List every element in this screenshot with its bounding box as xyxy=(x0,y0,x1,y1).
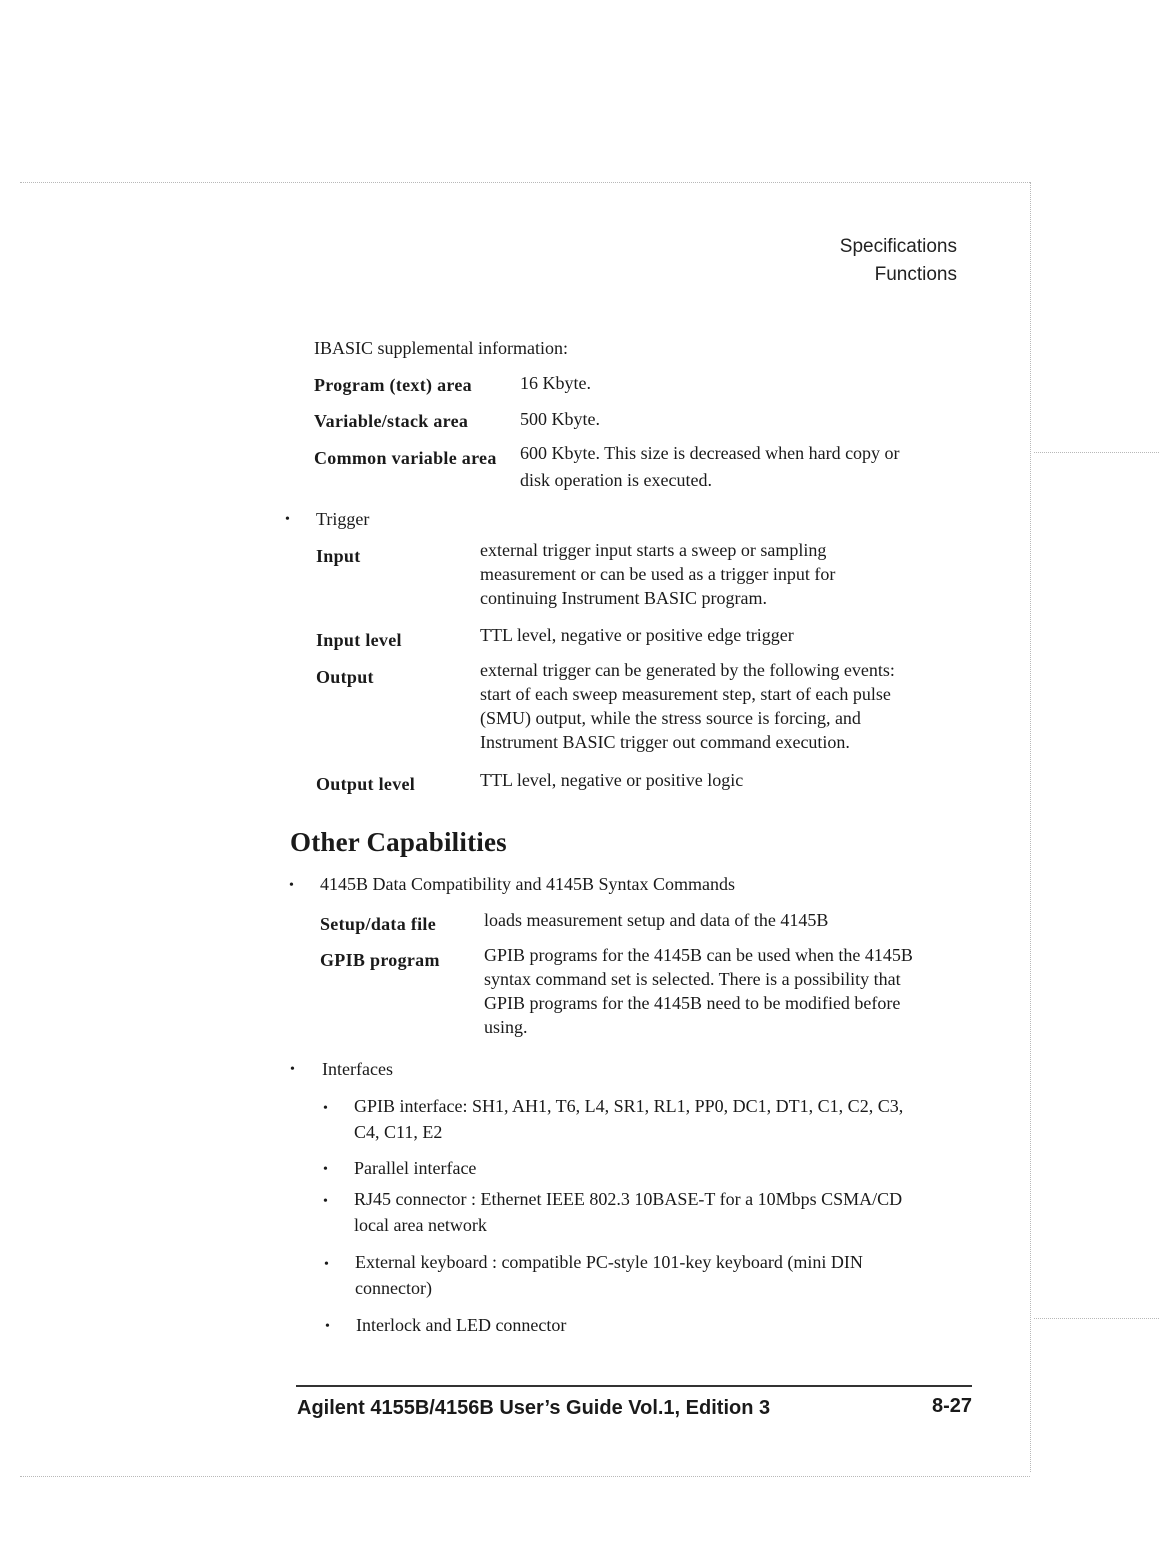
term-variable-stack-area: Variable/stack area xyxy=(314,411,469,431)
list-bullet: • xyxy=(324,1257,329,1272)
footer-title: Agilent 4155B/4156B User’s Guide Vol.1, Edition 3 xyxy=(297,1397,771,1419)
def-output-level xyxy=(480,768,743,792)
def-line: GPIB programs for the 4145B can be used when the 4145B xyxy=(484,945,913,965)
term-output-level: Output level xyxy=(316,774,416,794)
interfaces-heading: Interfaces xyxy=(322,1059,393,1079)
def-line: TTL level, negative or positive edge trigger xyxy=(480,625,794,645)
def-line: TTL level, negative or positive logic xyxy=(480,770,744,790)
scan-mark-right-2 xyxy=(1034,1318,1159,1319)
term-common-variable-area: Common variable area xyxy=(314,448,497,468)
bullet-compat: • xyxy=(289,878,294,893)
item-line: connector) xyxy=(355,1278,432,1298)
section-title-other-capabilities: Other Capabilities xyxy=(290,827,507,857)
item-line: RJ45 connector : Ethernet IEEE 802.3 10BASE-T for a 10Mbps CSMA/CD xyxy=(354,1189,903,1209)
trigger-heading: Trigger xyxy=(316,509,370,529)
term-input-level: Input level xyxy=(316,630,402,650)
def-input-level xyxy=(480,623,794,647)
term-gpib-program: GPIB program xyxy=(320,950,440,970)
list-bullet: • xyxy=(323,1101,328,1116)
bullet-interfaces: • xyxy=(290,1062,295,1077)
running-header-section: Specifications xyxy=(839,236,957,257)
def-line: using. xyxy=(484,1017,528,1037)
interface-item-gpib xyxy=(354,1094,903,1144)
scan-edge-bottom xyxy=(20,1476,1030,1477)
def-line: loads measurement setup and data of the 4145B xyxy=(484,910,829,930)
scan-edge-top xyxy=(20,182,1030,183)
def-variable-stack-area: 500 Kbyte. xyxy=(520,409,600,429)
item-line: C4, C11, E2 xyxy=(354,1122,443,1142)
def-line: measurement or can be used as a trigger input for xyxy=(480,564,836,584)
def-program-text-area: 16 Kbyte. xyxy=(520,373,591,393)
interface-item-keyboard xyxy=(355,1250,863,1300)
interface-item-rj45 xyxy=(354,1187,902,1237)
footer-rule xyxy=(296,1385,972,1387)
def-input xyxy=(480,538,835,610)
def-output xyxy=(480,658,895,754)
def-gpib-program xyxy=(484,943,913,1039)
item-line: Parallel interface xyxy=(354,1158,477,1178)
list-bullet: • xyxy=(323,1194,328,1209)
interface-item-interlock xyxy=(356,1313,566,1337)
item-line: GPIB interface: SH1, AH1, T6, L4, SR1, RL1, PP0, DC1, DT1, C1, C2, C3, xyxy=(354,1096,904,1116)
def-line: 600 Kbyte. This size is decreased when hard copy or xyxy=(520,443,900,463)
item-line: local area network xyxy=(354,1215,487,1235)
term-setup-data-file: Setup/data file xyxy=(320,914,437,934)
term-program-text-area: Program (text) area xyxy=(314,375,472,395)
def-line: external trigger input starts a sweep or sampling xyxy=(480,540,827,560)
def-line: GPIB programs for the 4145B need to be modified before xyxy=(484,993,901,1013)
list-bullet: • xyxy=(325,1319,330,1334)
term-output: Output xyxy=(316,667,374,687)
bullet-trigger: • xyxy=(285,512,290,527)
def-common-variable-area xyxy=(520,441,900,492)
item-line: External keyboard : compatible PC-style 101-key keyboard (mini DIN xyxy=(355,1252,863,1272)
scan-edge-right xyxy=(1030,182,1031,1472)
running-header-subsection: Functions xyxy=(874,264,957,285)
def-line: (SMU) output, while the stress source is forcing, and xyxy=(480,708,861,728)
def-line: disk operation is executed. xyxy=(520,470,712,490)
list-bullet: • xyxy=(323,1162,328,1177)
page-number: 8-27 xyxy=(931,1395,972,1417)
item-line: Interlock and LED connector xyxy=(356,1315,567,1335)
def-line: start of each sweep measurement step, start of each pulse xyxy=(480,684,891,704)
def-setup-data-file xyxy=(484,908,828,932)
def-line: external trigger can be generated by the following events: xyxy=(480,660,895,680)
ibasic-intro: IBASIC supplemental information: xyxy=(314,338,568,358)
interface-item-parallel xyxy=(354,1156,476,1180)
compat-heading: 4145B Data Compatibility and 4145B Syntax Commands xyxy=(320,874,735,894)
def-line: continuing Instrument BASIC program. xyxy=(480,588,767,608)
scan-mark-right xyxy=(1034,452,1159,453)
def-line: syntax command set is selected. There is a possibility that xyxy=(484,969,901,989)
term-input: Input xyxy=(316,546,361,566)
def-line: Instrument BASIC trigger out command execution. xyxy=(480,732,850,752)
